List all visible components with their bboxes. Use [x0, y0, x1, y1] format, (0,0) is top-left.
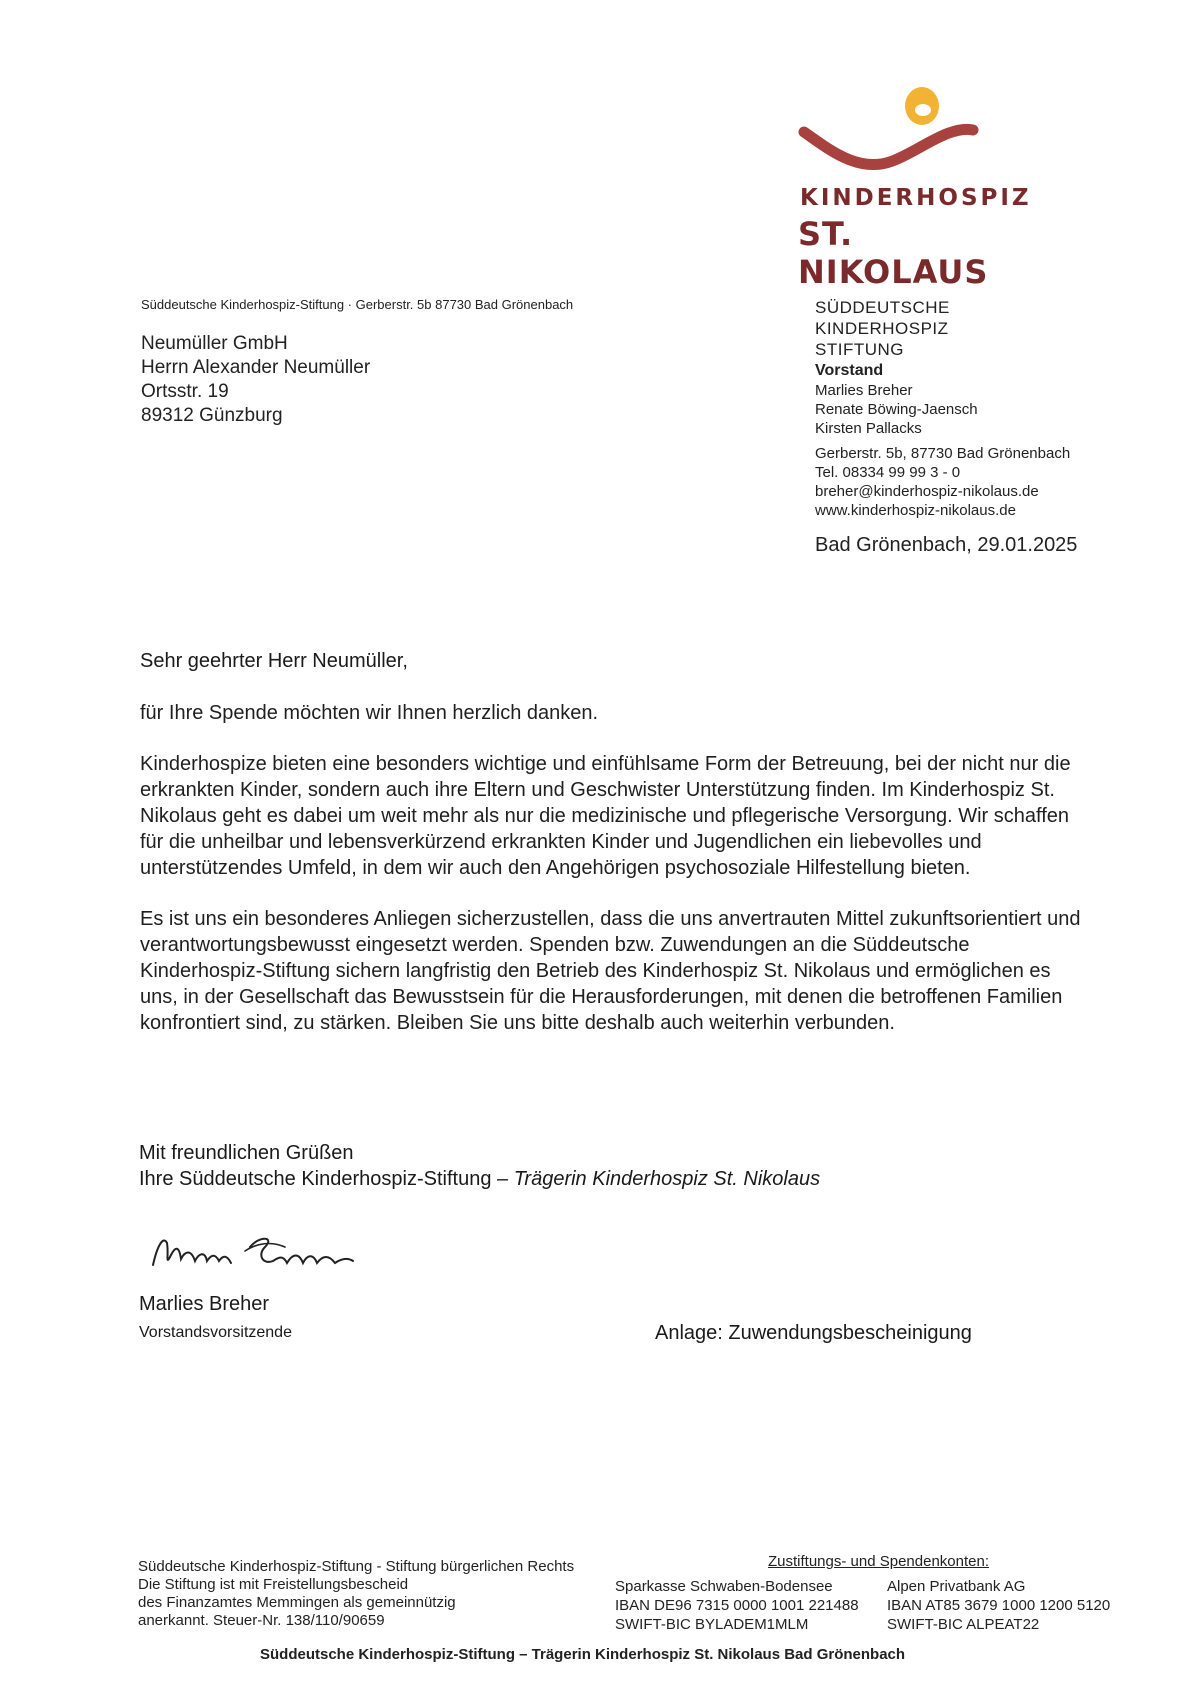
bank-iban: IBAN AT85 3679 1000 1200 5120: [887, 1597, 1111, 1614]
board-member: Marlies Breher: [815, 382, 913, 399]
footer-legal-line: anerkannt. Steuer-Nr. 138/110/90659: [138, 1612, 385, 1629]
board-member: Kirsten Pallacks: [815, 420, 922, 437]
foundation-name-line: SÜDDEUTSCHE: [815, 298, 950, 317]
bank-account-alpen: [887, 1577, 1110, 1634]
board-members: [815, 381, 1070, 438]
bank-iban: IBAN DE96 7315 0000 1001 221488: [615, 1597, 859, 1614]
contact-website: www.kinderhospiz-nikolaus.de: [815, 502, 1016, 519]
contact-address: Gerberstr. 5b, 87730 Bad Grönenbach: [815, 445, 1071, 462]
letter-body: [140, 700, 1090, 1061]
footer-legal-info: [138, 1558, 574, 1630]
foundation-name-line: KINDERHOSPIZ: [815, 319, 949, 338]
foundation-name-line: STIFTUNG: [815, 340, 904, 359]
recipient-line: Herrn Alexander Neumüller: [141, 357, 371, 378]
recipient-line: Neumüller GmbH: [141, 333, 288, 354]
closing-organization: [139, 1166, 820, 1192]
contact-details: [815, 444, 1070, 520]
footer-legal-line: Süddeutsche Kinderhospiz-Stiftung - Stiftung bürgerlichen Rechts: [138, 1558, 575, 1575]
board-member: Renate Böwing-Jaensch: [815, 401, 978, 418]
closing-org-prefix: Ihre Süddeutsche Kinderhospiz-Stiftung –: [139, 1168, 514, 1190]
footer-legal-line: Die Stiftung ist mit Freistellungsbescheid: [138, 1576, 409, 1593]
logo-line-2: ST. NIKOLAUS: [798, 215, 989, 291]
accounts-heading: Zustiftungs- und Spendenkonten:: [768, 1553, 989, 1570]
body-paragraph: Es ist uns ein besonderes Anliegen sicherzustellen, dass die uns anvertrauten Mittel zukunftsorientiert und verantwortungsbewusst eingesetzt werden. Spenden bzw. Zuwendungen an die Süddeutsche Kinderhospiz-Stiftung sichern langfristig den Betrieb des Kinderhospiz St. Nikolaus und ermöglichen es uns, in der Gesellschaft das Bewusstsein für die Herausforderungen, mit denen die betroffenen Familien konfrontiert sind, zu stärken. Bleiben Sie uns bitte deshalb auch weiterhin verbunden.: [140, 908, 1081, 1034]
kinderhospiz-logo: [790, 80, 1032, 291]
salutation: Sehr geehrter Herr Neumüller,: [140, 650, 408, 672]
bank-name: Sparkasse Schwaben-Bodensee: [615, 1578, 833, 1595]
recipient-address: [141, 332, 370, 428]
board-label: Vorstand: [815, 362, 884, 379]
foundation-info: [815, 297, 1070, 520]
contact-email: breher@kinderhospiz-nikolaus.de: [815, 483, 1039, 500]
logo-emblem-icon: [790, 80, 990, 190]
bank-name: Alpen Privatbank AG: [887, 1578, 1026, 1595]
foundation-name: [815, 297, 1070, 360]
bank-account-sparkasse: [615, 1577, 859, 1634]
date-line: Bad Grönenbach, 29.01.2025: [815, 534, 1078, 556]
closing-org-italic: Trägerin Kinderhospiz St. Nikolaus: [513, 1168, 821, 1190]
body-paragraph: für Ihre Spende möchten wir Ihnen herzlich danken.: [140, 702, 599, 724]
closing: [139, 1140, 820, 1192]
recipient-line: Ortsstr. 19: [141, 381, 229, 402]
recipient-line: 89312 Günzburg: [141, 405, 283, 426]
sender-return-line: Süddeutsche Kinderhospiz-Stiftung · Gerberstr. 5b 87730 Bad Grönenbach: [141, 297, 574, 312]
attachment-note: Anlage: Zuwendungsbescheinigung: [655, 1322, 972, 1344]
bank-bic: SWIFT-BIC BYLADEM1MLM: [615, 1616, 809, 1633]
bank-bic: SWIFT-BIC ALPEAT22: [887, 1616, 1040, 1633]
closing-greeting: Mit freundlichen Grüßen: [139, 1142, 354, 1164]
body-paragraph: Kinderhospize bieten eine besonders wichtige und einfühlsame Form der Betreuung, bei der nicht nur die erkrankten Kinder, sondern auch ihre Eltern und Geschwister Unterstützung finden. Im Kinderhospiz St. Nikolaus geht es dabei um weit mehr als nur die medizinische und pflegerische Versorgung. Wir schaffen für die unheilbar und lebensverkürzend erkrankten Kinder und Jugendlichen ein liebevolles und unterstützendes Umfeld, in dem wir auch den Angehörigen psychosoziale Hilfestellung bieten.: [140, 753, 1071, 879]
footer-bottom-line: Süddeutsche Kinderhospiz-Stiftung – Trägerin Kinderhospiz St. Nikolaus Bad Grönenbach: [260, 1646, 906, 1663]
signer-title: Vorstandsvorsitzende: [139, 1324, 292, 1341]
logo-line-1: KINDERHOSPIZ: [800, 185, 1032, 211]
signer-name: Marlies Breher: [139, 1293, 270, 1315]
contact-phone: Tel. 08334 99 99 3 - 0: [815, 464, 961, 481]
footer-legal-line: des Finanzamtes Memmingen als gemeinnützig: [138, 1594, 456, 1611]
handwritten-signature: [145, 1225, 365, 1285]
